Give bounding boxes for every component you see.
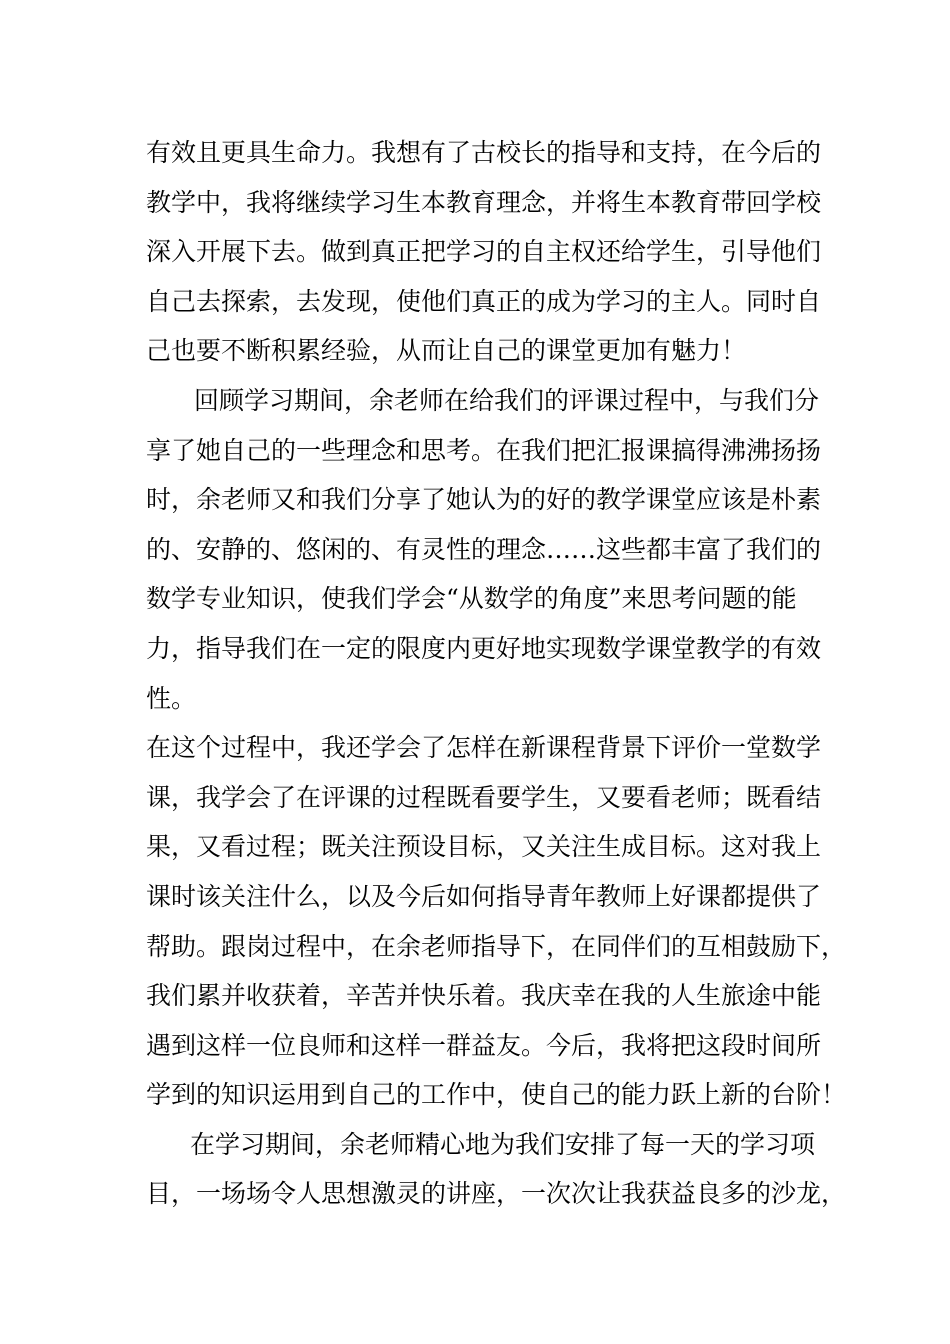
- text-line: 课，我学会了在评课的过程既看要学生，又要看老师；既看结: [146, 782, 822, 812]
- text-line: 时，余老师又和我们分享了她认为的好的教学课堂应该是朴素: [146, 485, 822, 515]
- text-line: 回顾学习期间，余老师在给我们的评课过程中，与我们分: [194, 385, 820, 415]
- text-line: 享了她自己的一些理念和思考。在我们把汇报课搞得沸沸扬扬: [146, 435, 822, 465]
- text-line: 己也要不断积累经验，从而让自己的课堂更加有魅力！: [146, 336, 747, 366]
- text-line: 深入开展下去。做到真正把学习的自主权还给学生，引导他们: [146, 237, 822, 267]
- text-line: 遇到这样一位良师和这样一群益友。今后，我将把这段时间所: [146, 1030, 822, 1060]
- text-line: 学到的知识运用到自己的工作中，使自己的能力跃上新的台阶！: [146, 1080, 847, 1110]
- text-line: 自己去探索，去发现，使他们真正的成为学习的主人。同时自: [146, 286, 822, 316]
- text-line: 帮助。跟岗过程中，在余老师指导下，在同伴们的互相鼓励下，: [146, 931, 847, 961]
- text-line: 在学习期间，余老师精心地为我们安排了每一天的学习项: [190, 1129, 816, 1159]
- text-line: 在这个过程中，我还学会了怎样在新课程背景下评价一堂数学: [146, 733, 822, 763]
- text-line: 我们累并收获着，辛苦并快乐着。我庆幸在我的人生旅途中能: [146, 981, 822, 1011]
- text-line: 数学专业知识，使我们学会“从数学的角度”来思考问题的能: [146, 584, 797, 614]
- body-text: [146, 128, 847, 1219]
- text-line: 目，一场场令人思想激灵的讲座，一次次让我获益良多的沙龙，: [146, 1179, 847, 1209]
- text-line: 果，又看过程；既关注预设目标，又关注生成目标。这对我上: [146, 832, 822, 862]
- text-line: 有效且更具生命力。我想有了古校长的指导和支持，在今后的: [146, 138, 822, 167]
- text-line: 性。: [146, 683, 197, 713]
- text-line: 的、安静的、悠闲的、有灵性的理念……这些都丰富了我们的: [146, 534, 822, 564]
- text-line: 力，指导我们在一定的限度内更好地实现数学课堂教学的有效: [146, 633, 822, 663]
- text-line: 课时该关注什么，以及今后如何指导青年教师上好课都提供了: [146, 881, 822, 911]
- text-line: 教学中，我将继续学习生本教育理念，并将生本教育带回学校: [146, 187, 822, 217]
